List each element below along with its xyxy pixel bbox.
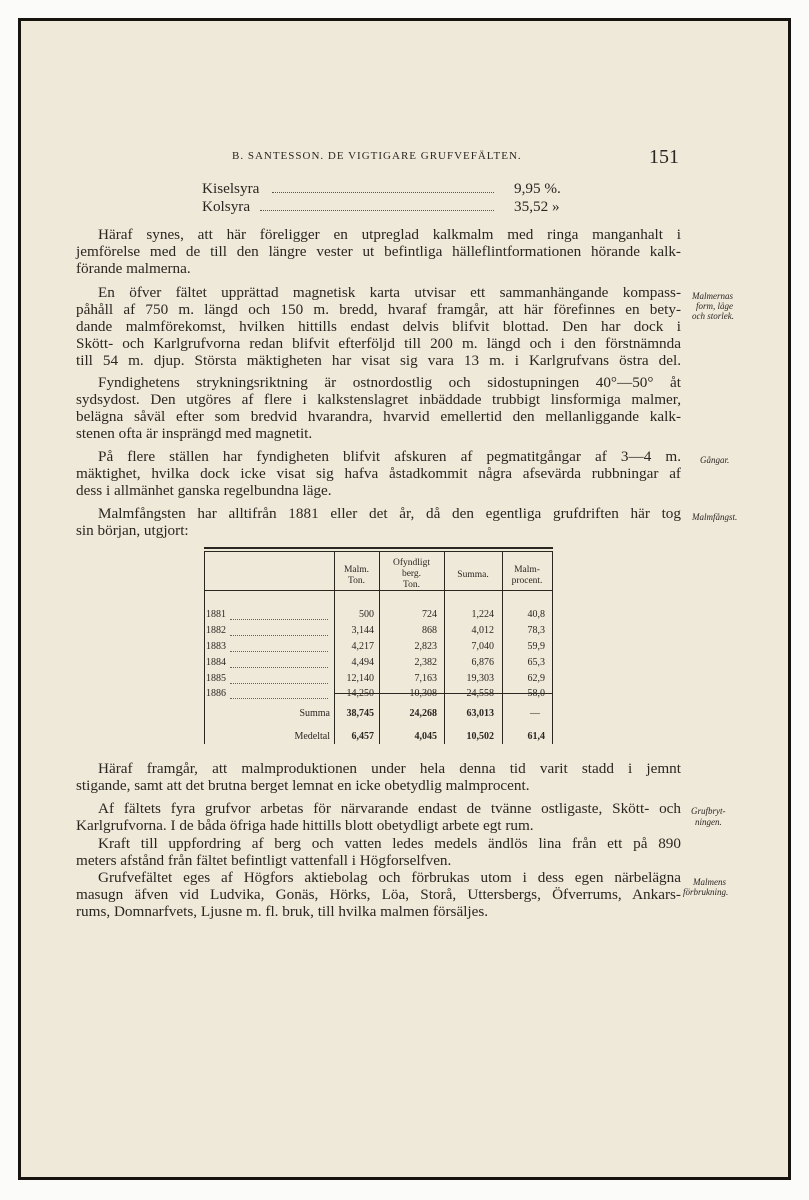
table-cell: 2,823 bbox=[414, 641, 437, 652]
table-cell: 10,308 bbox=[409, 688, 437, 699]
text-line: sin början, utgjort: bbox=[76, 522, 189, 539]
text-line: Fyndighetens strykningsriktning är ostnordostlig och sidostupningen 40°—50° åt bbox=[98, 374, 681, 391]
margin-note: och storlek. bbox=[692, 311, 734, 321]
table-cell: 19,303 bbox=[466, 673, 494, 684]
text-line: Grufvefältet eges af Högfors aktiebolag och förbrukas utom i dess egen närbelägna bbox=[98, 869, 681, 886]
table-cell: 10,502 bbox=[466, 731, 494, 742]
table-cell: 62,9 bbox=[527, 673, 545, 684]
margin-note: form, läge bbox=[696, 301, 733, 311]
text-line: Malmfångsten har alltifrån 1881 eller det år, då den egentliga grufdriften här tog bbox=[98, 505, 681, 522]
medeltal-label: Medeltal bbox=[294, 731, 330, 742]
table-cell: 61,4 bbox=[527, 731, 545, 742]
table-cell: 63,013 bbox=[466, 708, 494, 719]
table-rule bbox=[204, 547, 553, 549]
table-cell: 4,217 bbox=[351, 641, 374, 652]
running-title: B. SANTESSON. DE VIGTIGARE GRUFVEFÄLTEN. bbox=[232, 150, 522, 162]
dotted-leader bbox=[230, 635, 328, 636]
table-row-year: 1881 bbox=[206, 609, 226, 620]
table-cell: 78,3 bbox=[527, 625, 545, 636]
text-line: mäktighet, hvilka dock icke visat sig hafva åstadkommit några afsevärda rubbningar af bbox=[76, 465, 681, 482]
dotted-leader bbox=[230, 667, 328, 668]
table-cell: 4,012 bbox=[471, 625, 494, 636]
table-cell: — bbox=[530, 708, 540, 719]
table-cell: 24,268 bbox=[409, 708, 437, 719]
text-line: Af fältets fyra grufvor arbetas för närvarande endast de tvänne ostligaste, Skött- och bbox=[98, 800, 681, 817]
text-line: rums, Domnarfvets, Ljusne m. fl. bruk, till hvilka malmen försäljes. bbox=[76, 903, 489, 920]
summa-label: Summa bbox=[299, 708, 330, 719]
margin-note: Malmens bbox=[693, 877, 726, 887]
table-cell: 65,3 bbox=[527, 657, 545, 668]
dotted-leader bbox=[230, 683, 328, 684]
table-row-year: 1884 bbox=[206, 657, 226, 668]
table-row-year: 1882 bbox=[206, 625, 226, 636]
table-cell: 38,745 bbox=[346, 708, 374, 719]
table-cell: 58,0 bbox=[527, 688, 545, 699]
table-cell: 6,876 bbox=[471, 657, 494, 668]
margin-note: ningen. bbox=[695, 817, 722, 827]
table-cell: 4,494 bbox=[351, 657, 374, 668]
table-rule bbox=[204, 551, 205, 744]
column-header: Summa. bbox=[457, 570, 489, 580]
table-cell: 12,140 bbox=[346, 673, 374, 684]
text-line: stigande, samt att det brutna berget lemnat en icke obetydlig malmprocent. bbox=[76, 777, 530, 794]
table-rule bbox=[552, 551, 553, 744]
column-header: Malm- procent. bbox=[511, 565, 543, 586]
table-cell: 14,250 bbox=[346, 688, 374, 699]
table-cell: 7,040 bbox=[471, 641, 494, 652]
table-cell: 2,382 bbox=[414, 657, 437, 668]
column-header: Ofyndligt berg. Ton. bbox=[393, 558, 430, 590]
composition-value: 9,95 %. bbox=[514, 180, 561, 197]
text-line: Skött- och Karlgrufvorna redan blifvit efterföljd till 200 m. längd och i den förstnämnda bbox=[76, 335, 681, 352]
dotted-leader bbox=[260, 210, 494, 211]
production-table bbox=[204, 547, 553, 744]
margin-note: Malmernas bbox=[692, 291, 733, 301]
table-row-year: 1886 bbox=[206, 688, 226, 699]
composition-name: Kiselsyra bbox=[202, 180, 260, 197]
text-line: dande malmförekomst, hvilken hittills endast delvis blifvit blottad. Den har dock i bbox=[76, 318, 681, 335]
table-row-year: 1885 bbox=[206, 673, 226, 684]
composition-value: 35,52 » bbox=[514, 198, 560, 215]
table-cell: 1,224 bbox=[471, 609, 494, 620]
table-cell: 3,144 bbox=[351, 625, 374, 636]
margin-note: Gångar. bbox=[700, 455, 730, 465]
text-line: sydsydost. Den utgöres af flere i kalkstenslagret inbäddade trubbigt linsformiga malmer, bbox=[76, 391, 681, 408]
text-line: dess i allmänhet ganska regelbundna läge. bbox=[76, 482, 332, 499]
table-cell: 59,9 bbox=[527, 641, 545, 652]
page-number: 151 bbox=[649, 146, 679, 168]
text-line: Häraf framgår, att malmproduktionen under hela denna tid varit stadd i jemnt bbox=[98, 760, 681, 777]
text-line: jemförelse med de till den längre vester ut befintliga hälleflintformationen hörande kalk- bbox=[76, 243, 681, 260]
text-line: förande malmerna. bbox=[76, 260, 191, 277]
dotted-leader bbox=[230, 619, 328, 620]
text-line: masugn äfven vid Ludvika, Gonäs, Hörks, Löa, Storå, Uttersbergs, Öfverrums, Ankars- bbox=[76, 886, 681, 903]
column-header: Malm. Ton. bbox=[343, 565, 370, 586]
text-line: En öfver fältet upprättad magnetisk karta utvisar ett sammanhängande kompass- bbox=[98, 284, 681, 301]
composition-name: Kolsyra bbox=[202, 198, 251, 215]
margin-note: Malmfångst. bbox=[692, 512, 738, 522]
text-line: påhåll af 750 m. längd och 150 m. bredd, hvaraf framgår, att här förefinnes en bety- bbox=[76, 301, 681, 318]
table-row-year: 1883 bbox=[206, 641, 226, 652]
table-cell: 7,163 bbox=[414, 673, 437, 684]
text-line: Karlgrufvorna. I de båda öfriga hade hittills blott obetydligt arbete egt rum. bbox=[76, 817, 534, 834]
table-cell: 724 bbox=[422, 609, 437, 620]
table-cell: 4,045 bbox=[414, 731, 437, 742]
text-line: På flere ställen har fyndigheten blifvit afskuren af pegmatitgångar af 3—4 m. bbox=[98, 448, 681, 465]
dotted-leader bbox=[230, 651, 328, 652]
table-cell: 500 bbox=[359, 609, 374, 620]
table-cell: 6,457 bbox=[351, 731, 374, 742]
text-line: till 54 m. djup. Största mäktigheten har visat sig vara 13 m. i Karlgrufvans östra del. bbox=[76, 352, 681, 369]
table-cell: 24,558 bbox=[466, 688, 494, 699]
text-line: stenen ofta är insprängd med magnetit. bbox=[76, 425, 313, 442]
table-cell: 40,8 bbox=[527, 609, 545, 620]
text-line: belägna såväl efter som bredvid hvarandra, hvarvid emellertid den mellanliggande kalk- bbox=[76, 408, 681, 425]
text-line: Häraf synes, att här föreligger en utpreglad kalkmalm med ringa manganhalt i bbox=[98, 226, 681, 243]
dotted-leader bbox=[272, 192, 494, 193]
text-line: Kraft till uppfordring af berg och vatten ledes medels ändlös lina från ett på 890 bbox=[98, 835, 681, 852]
dotted-leader bbox=[230, 698, 328, 699]
margin-note: Grufbryt- bbox=[691, 806, 726, 816]
table-cell: 868 bbox=[422, 625, 437, 636]
margin-note: förbrukning. bbox=[683, 887, 729, 897]
text-line: meters afstånd från fältet befintligt vattenfall i Högforselfven. bbox=[76, 852, 452, 869]
